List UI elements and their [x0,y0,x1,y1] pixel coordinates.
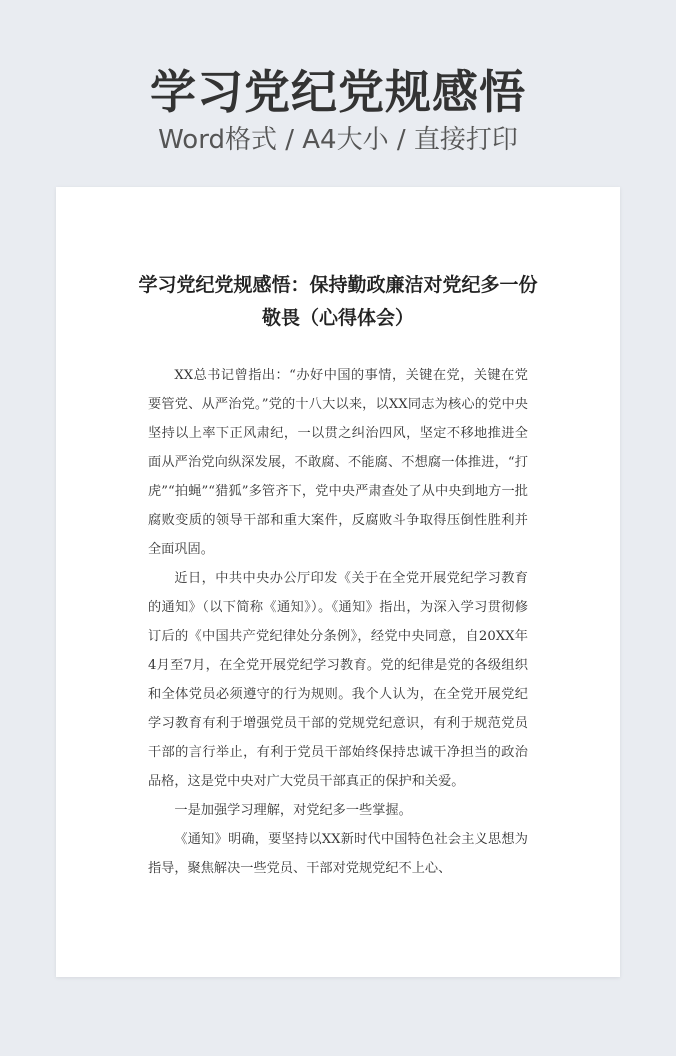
paragraph: 近日，中共中央办公厅印发《关于在全党开展党纪学习教育的通知》（以下简称《通知》）。《通知》指出，为深入学习贯彻修订后的《中国共产党纪律处分条例》，经党中央同意，自20XX年4月至7月，在全党开展党纪学习教育。党的纪律是党的各级组织和全体党员必须遵守的行为规则。我个人认为，在全党开展党纪学习教育有利于增强党员干部的党规党纪意识，有利于规范党员干部的言行举止，有利于党员干部始终保持忠诚干净担当的政治品格，这是党中央对广大党员干部真正的保护和关爱。 [148,571,528,789]
page-header [0,62,676,158]
page-title: 学习党纪党规感悟 [150,65,526,119]
paragraph: 一是加强学习理解，对党纪多一些掌握。 [174,803,412,818]
paragraph: 《通知》明确，要坚持以XX新时代中国特色社会主义思想为指导，聚焦解决一些党员、干部对党规党纪不上心、 [148,832,528,876]
document-title: 学习党纪党规感悟：保持勤政廉洁对党纪多一份敬畏（心得体会） [138,274,538,329]
paragraph: XX总书记曾指出：“办好中国的事情，关键在党，关键在党要管党、从严治党。”党的十八大以来，以XX同志为核心的党中央坚持以上率下正风肃纪，一以贯之纠治四风，坚定不移地推进全面从严治党向纵深发展，不敢腐、不能腐、不想腐一体推进，“打虎”“拍蝇”“猎狐”多管齐下，党中央严肃查处了从中央到地方一批腐败变质的领导干部和重大案件，反腐败斗争取得压倒性胜利并全面巩固。 [148,368,528,557]
page-subtitle: Word格式 / A4大小 / 直接打印 [158,125,518,155]
document-page [56,187,620,977]
document-body [148,361,528,883]
